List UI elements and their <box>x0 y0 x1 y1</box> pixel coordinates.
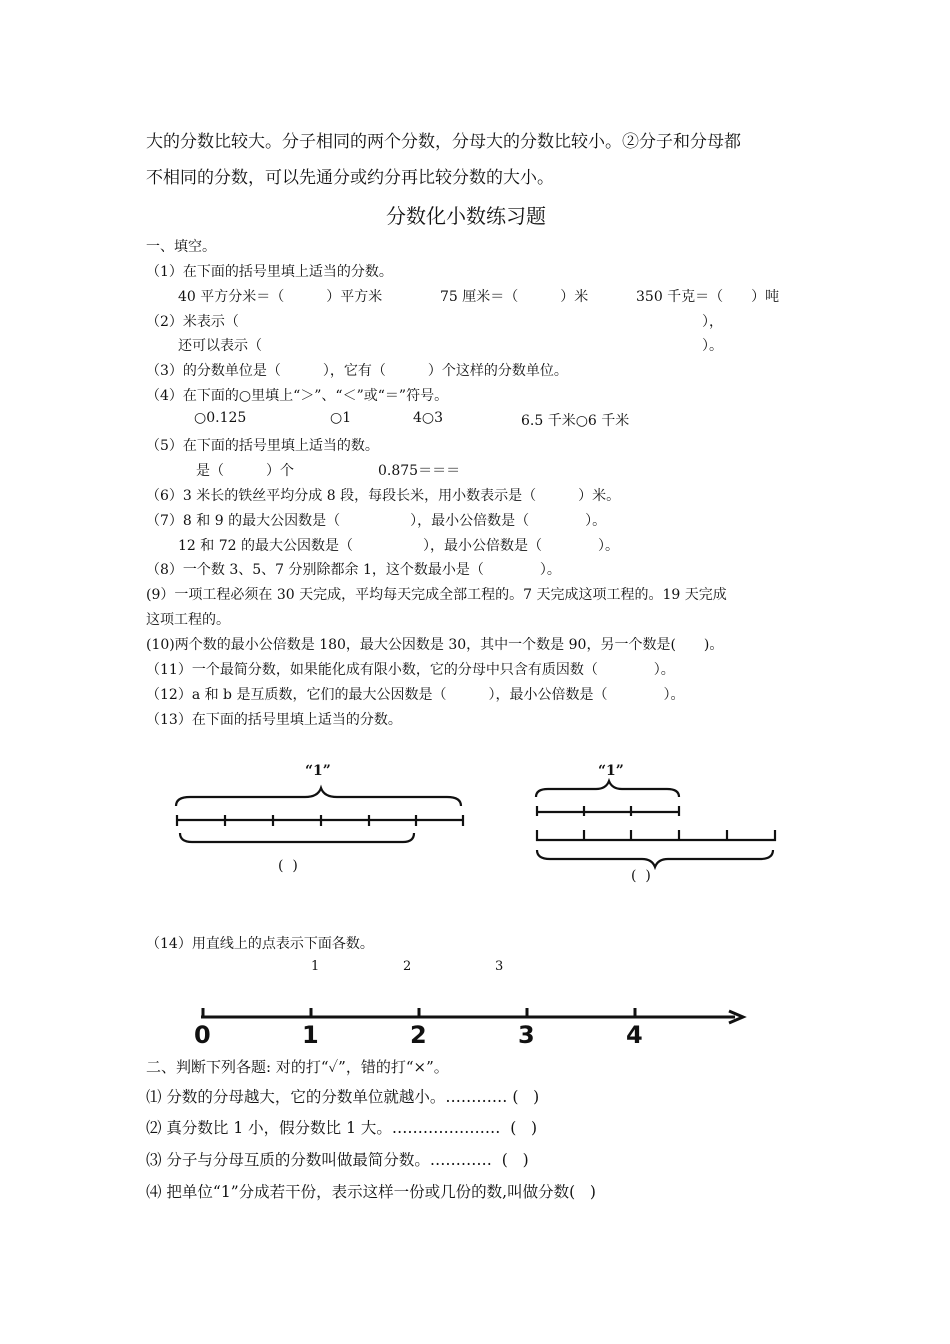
question-1-c: 350 千克＝（ ）吨 <box>636 289 780 305</box>
intro-line-2: 不相同的分数，可以先通分或约分再比较分数的大小。 <box>146 168 554 188</box>
question-7-b: 12 和 72 的最大公因数是（ ），最小公倍数是（ ）。 <box>178 538 619 554</box>
question-2-b: 还可以表示（ <box>178 338 262 354</box>
question-9-b: 这项工程的。 <box>146 612 230 628</box>
right-bottom-brace <box>537 850 773 867</box>
left-top-brace <box>176 788 461 806</box>
question-6: （6）3 米长的铁丝平均分成 8 段，每段长米，用小数表示是（ ）米。 <box>146 488 621 504</box>
question-8: （8）一个数 3、5、7 分别除都余 1，这个数最小是（ ）。 <box>146 562 561 578</box>
question-9: (9）一项工程必须在 30 天完成，平均每天完成全部工程的。7 天完成这项工程的。19 天完成 <box>146 587 727 603</box>
question-4-b: ○1 <box>330 410 352 426</box>
q14-number: 3 <box>495 959 504 974</box>
question-5: （5）在下面的括号里填上适当的数。 <box>146 438 379 454</box>
axis-label: 0 <box>194 1021 211 1049</box>
judge-item-2: ⑵ 真分数比 1 小，假分数比 1 大。………………… ( ) <box>146 1119 538 1137</box>
question-2-b-close: ）。 <box>702 338 723 354</box>
diagram-right-whole-label: “1” <box>598 763 624 779</box>
intro-line-1: 大的分数比较大。分子相同的两个分数，分母大的分数比较小。②分子和分母都 <box>146 132 741 152</box>
question-3: （3）的分数单位是（ ），它有（ ）个这样的分数单位。 <box>146 363 568 379</box>
axis-label: 1 <box>302 1021 319 1049</box>
question-10: (10)两个数的最小公倍数是 180，最大公因数是 30，其中一个数是 90，另一个数是( )。 <box>146 637 724 653</box>
question-11: （11）一个最简分数，如果能化成有限小数，它的分母中只含有质因数（ ）。 <box>146 662 675 678</box>
q14-number: 1 <box>311 959 320 974</box>
axis-label: 3 <box>518 1021 535 1049</box>
question-4: （4）在下面的○里填上“＞”、“＜”或“＝”符号。 <box>146 388 449 404</box>
axis-label: 2 <box>410 1021 427 1049</box>
question-12: （12）a 和 b 是互质数，它们的最大公因数是（ ），最小公倍数是（ ）。 <box>146 687 685 703</box>
question-5-a: 是（ ）个 <box>196 463 294 479</box>
question-13: （13）在下面的括号里填上适当的分数。 <box>146 712 402 728</box>
diagram-right-answer: ( ) <box>631 868 651 884</box>
judge-item-4: ⑷ 把单位“1”分成若干份，表示这样一份或几份的数,叫做分数( ) <box>146 1183 596 1201</box>
axis-label: 4 <box>626 1021 643 1049</box>
question-2-close: ）， <box>702 314 723 330</box>
judge-item-1: ⑴ 分数的分母越大，它的分数单位就越小。………… ( ) <box>146 1088 540 1106</box>
left-bottom-brace <box>180 833 414 842</box>
question-14: （14）用直线上的点表示下面各数。 <box>146 936 374 952</box>
q14-number: 2 <box>403 959 412 974</box>
section1-heading: 一、填空。 <box>146 239 216 255</box>
diagram-left-whole-label: “1” <box>305 763 331 779</box>
question-4-c: 4○3 <box>413 410 444 426</box>
question-5-b: 0.875＝＝＝ <box>378 463 461 479</box>
question-1-b: 75 厘米＝（ ）米 <box>440 289 589 305</box>
question-7: （7）8 和 9 的最大公因数是（ ），最小公倍数是（ ）。 <box>146 513 607 529</box>
section2-heading: 二、判断下列各题: 对的打“✓”，错的打“×”。 <box>146 1058 449 1076</box>
question-4-d: 6.5 千米○6 千米 <box>521 413 630 429</box>
judge-item-3: ⑶ 分子与分母互质的分数叫做最简分数。………… ( ) <box>146 1151 529 1169</box>
page-title: 分数化小数练习题 <box>386 204 546 228</box>
question-2: （2）米表示（ <box>146 314 239 330</box>
right-top-brace <box>536 781 679 797</box>
diagram-left-answer: ( ) <box>278 858 298 874</box>
question-1: （1）在下面的括号里填上适当的分数。 <box>146 264 393 280</box>
question-1-a: 40 平方分米＝（ ）平方米 <box>178 289 383 305</box>
question-4-a: ○0.125 <box>194 410 247 426</box>
